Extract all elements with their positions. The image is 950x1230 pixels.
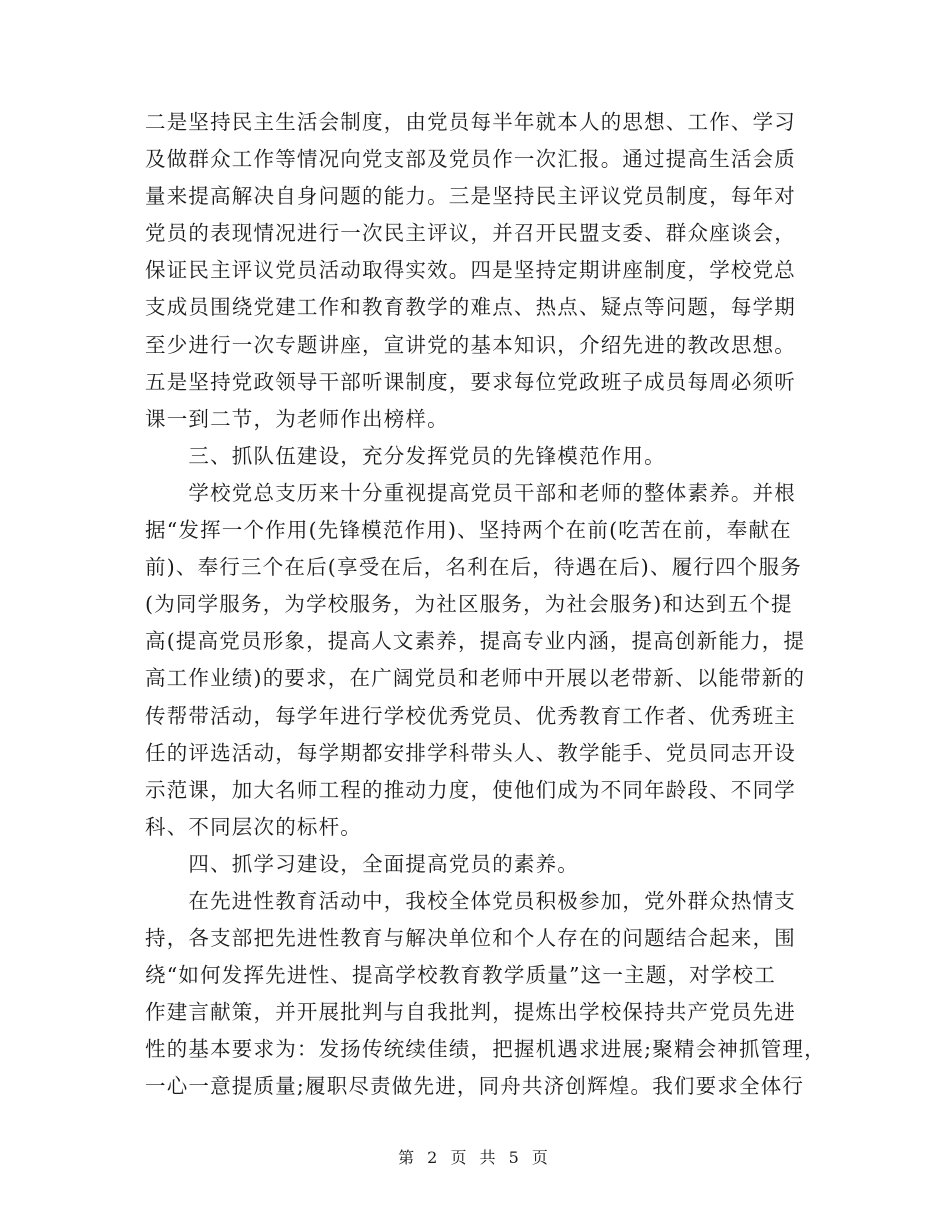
text-line: 量来提高解决自身问题的能力。三是坚持民主评议党员制度，每年对: [145, 184, 796, 209]
text-line: 课一到二节，为老师作出榜样。: [145, 406, 449, 431]
text-line: 前)、奉行三个在后(享受在后，名利在后，待遇在后)、履行四个服务: [145, 555, 802, 580]
page-number-footer: 第 2 页 共 5 页: [398, 1148, 552, 1167]
text-line: 高工作业绩)的要求，在广阔党员和老师中开展以老带新、以能带新的: [145, 666, 806, 691]
text-line: 四、抓学习建设，全面提高党员的素养。: [145, 851, 579, 876]
text-line: 五是坚持党政领导干部听课制度，要求每位党政班子成员每周必须听: [145, 369, 796, 394]
text-line: 示范课，加大名师工程的推动力度，使他们成为不同年龄段、不同学: [145, 777, 796, 802]
text-line: 绕“如何发挥先进性、提高学校教育教学质量”这一主题，对学校工: [145, 963, 776, 988]
text-line: 在先进性教育活动中，我校全体党员积极参加，党外群众热情支: [145, 888, 796, 913]
text-line: 科、不同层次的标杆。: [145, 814, 362, 839]
text-line: 任的评选活动，每学期都安排学科带头人、教学能手、党员同志开设: [145, 740, 796, 765]
text-line: 三、抓队伍建设，充分发挥党员的先锋模范作用。: [145, 443, 666, 468]
text-line: 至少进行一次专题讲座，宣讲党的基本知识，介绍先进的教改思想。: [145, 332, 796, 357]
text-line: 高(提高党员形象，提高人文素养，提高专业内涵，提高创新能力，提: [145, 629, 806, 654]
text-line: 据“发挥一个作用(先锋模范作用)、坚持两个在前(吃苦在前，奉献在: [145, 518, 792, 543]
text-line: 二是坚持民主生活会制度，由党员每半年就本人的思想、工作、学习: [145, 110, 796, 134]
text-line: 及做群众工作等情况向党支部及党员作一次汇报。通过提高生活会质: [145, 147, 796, 172]
text-line: 传帮带活动，每学年进行学校优秀党员、优秀教育工作者、优秀班主: [145, 703, 796, 728]
text-line: 学校党总支历来十分重视提高党员干部和老师的整体素养。并根: [145, 480, 796, 505]
body-text: [145, 104, 825, 1106]
text-line: 性的基本要求为：发扬传统续佳绩，把握机遇求进展;聚精会神抓管理，: [145, 1037, 826, 1062]
text-line: 一心一意提质量;履职尽责做先进，同舟共济创辉煌。我们要求全体行: [145, 1074, 805, 1099]
text-line: 作建言献策，并开展批判与自我批判，提炼出学校保持共产党员先进: [145, 1000, 796, 1025]
text-line: 党员的表现情况进行一次民主评议，并召开民盟支委、群众座谈会，: [145, 221, 796, 246]
text-line: (为同学服务，为学校服务，为社区服务，为社会服务)和达到五个提: [145, 592, 793, 617]
text-line: 支成员围绕党建工作和教育教学的难点、热点、疑点等问题，每学期: [145, 295, 796, 320]
text-line: 保证民主评议党员活动取得实效。四是坚持定期讲座制度，学校党总: [145, 258, 796, 283]
text-line: 持，各支部把先进性教育与解决单位和个人存在的问题结合起来，围: [145, 926, 796, 951]
